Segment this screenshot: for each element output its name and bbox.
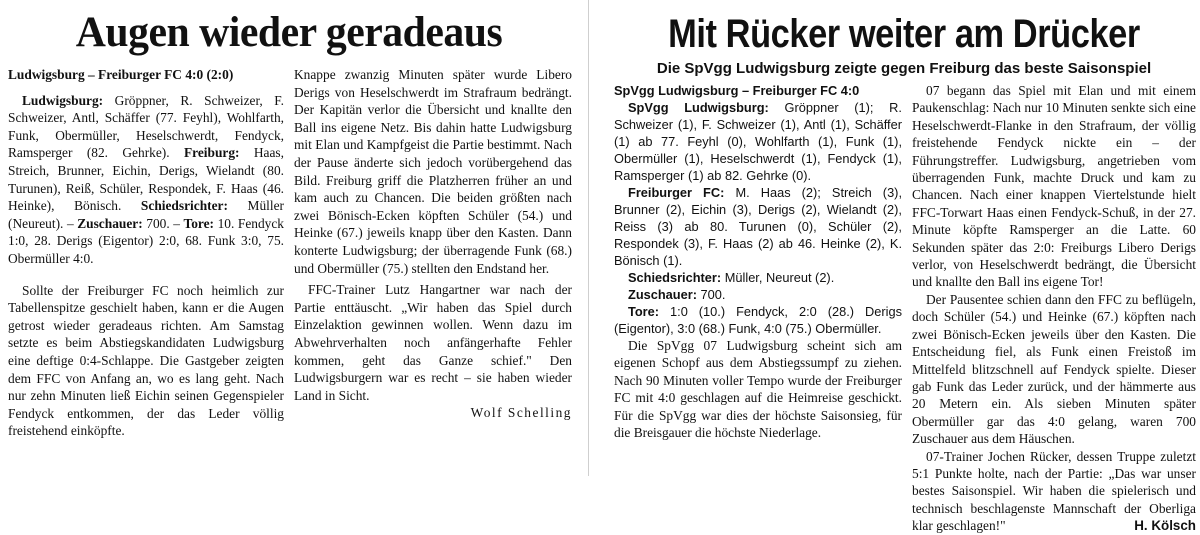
left-lineup: Ludwigsburg: Gröppner, R. Schweizer, F. Schweizer, Antl, Schäffer (77. Feyhl), Wohlfarth, Funk, Obermüller, Heselschwerdt, Fendyck, Ramsperger (82. Gehrke). Freiburg: Haas, Streich, Brunner, Eichin, Derigs, Wielandt (80. Turunen), Reiß, Schüler, Respondek, F. Haas (46. Heinke), Bönisch. Schiedsrichter: Müller (Neureut). – Zuschauer: 700. – Tore: 10. Fendyck 1:0, 28. Derigs (Eigentor) 2:0, 68. Funk 3:0, 75. Obermüller 4:0.: [8, 92, 284, 266]
left-paragraph-2: Knappe zwanzig Minuten später wurde Libero Derigs von Heselschwerdt im Strafraum bedrängt. Der Kapitän verlor die Übersicht und knallte den Ball ins eigene Netz. Bis dahin hatte Ludwigsburg mit Elan und Kampfgeist die Partie bestimmt. Nach der Pause änderte sich jedoch vorübergehend das Bild. Freiburg griff die Platzherren früher an und kam auch zu Chancen. Die beiden größten nach zwei Bönisch-Ecken köpften Schüler (54.) und Heinke (67.) jeweils knapp über den Kasten. Dann konterte Ludwigsburg; der überragende Funk (68.) und Obermüller (75.) stellten den Endstand her.: [294, 67, 572, 276]
left-author: Wolf Schelling: [470, 405, 572, 421]
right-lineup-away: Freiburger FC: M. Haas (2); Streich (3), Brunner (2), Eichin (3), Derigs (2), Wielandt (2), Reiss (3) ab 80. Turunen (0), Schüler (2), Respondek (3), F. Haas (2) ab 46. Heinke (2), K. Bönisch (1).: [614, 185, 903, 268]
left-paragraph-1: Sollte der Freiburger FC noch heimlich zur Tabellenspitze geschielt haben, kann er die Augen getrost wieder geradeaus richten. Am Samstag setzte es beim Abstiegskandidaten Ludwigsburg eine deftige 0:4-Schlappe. Die Gastgeber zeigten dem FFC von Anfang an, wo es lang geht. Nach nur zehn Minuten ließ Eichin seinen Gegenspieler Fendyck entkommen, der das Leder völlig freistehend einköpfte.: [8, 282, 284, 439]
right-subhead: Die SpVgg Ludwigsburg zeigte gegen Freiburg das beste Saisonspiel: [656, 60, 1152, 77]
left-column-2: [294, 66, 572, 422]
left-gap: [8, 268, 284, 282]
right-match-line: SpVgg Ludwigsburg – Freiburger FC 4:0: [614, 83, 860, 98]
right-paragraph-4: 07-Trainer Jochen Rücker, dessen Truppe zuletzt 5:1 Punkte holte, nach der Partie: „Das war unser bestes Saisonspiel. Wir haben die spielerisch und technisch beschlagenste Mannschaft der Oberliga klar geschlagen!" H. Kölsch: [912, 448, 1196, 534]
right-author: H. Kölsch: [1134, 518, 1196, 534]
right-spectators: Zuschauer: 700.: [628, 287, 726, 302]
right-referee: Schiedsrichter: Müller, Neureut (2).: [628, 270, 835, 285]
left-column-1: [8, 66, 284, 440]
right-paragraph-3: Der Pausentee schien dann den FFC zu beflügeln, doch Schüler (54.) und Heinke (67.) köpften nach zwei Bönisch-Ecken jeweils über den Kasten. Die Entscheidung fiel, als Funk einen Freistoß im Mittelfeld blitzschnell auf Fendyck spielte. Dieser gab Funk das Leder zurück, und der hämmerte aus 20 Metern ein. Als sieben Minuten später Obermüller gar das 4:0 gelang, waren 700 Zuschauer aus dem Häuschen.: [912, 291, 1196, 447]
left-paragraph-3: FFC-Trainer Lutz Hangartner war nach der Partie enttäuscht. „Wir haben das Spiel durch Einzelaktion gewinnen wollen. Wenn dazu im Abwehrverhalten noch anfängerhafte Fehler kommen, geht das Ganze schief." Den Ludwigsburgern war es recht – sie haben wieder Land in Sicht.: [294, 282, 572, 403]
column-separator: [588, 0, 589, 476]
right-paragraph-2: 07 begann das Spiel mit Elan und mit einem Paukenschlag: Nach nur 10 Minuten senkte sich eine Heselschwerdt-Flanke in den Strafraum, der völlig freistehende Fendyck nickte ein – der Führungstreffer. Ludwigsburg, angetrieben vom überragenden Funk, machte Druck und kam zu Chancen. Nach einer knappen Viertelstunde hielt FFC-Torwart Haas einen Fendyck-Schuß, in der 27. Minute köpfte Ramsperger an die Latte. 60 Sekunden später das 2:0: Freiburgs Libero Derigs verlor, von Heselschwerdt bedrängt, die Übersicht und knallte den Ball ins eigene Tor!: [912, 83, 1196, 290]
right-goals: Tore: 1:0 (10.) Fendyck, 2:0 (28.) Derigs (Eigentor), 3:0 (68.) Funk, 4:0 (75.) Obermüller.: [614, 304, 902, 336]
right-headline: Mit Rücker weiter am Drücker: [668, 12, 1140, 56]
left-match-line: Ludwigsburg – Freiburger FC 4:0 (2:0): [8, 67, 234, 82]
right-paragraph-1: Die SpVgg 07 Ludwigsburg scheint sich am eigenen Schopf aus dem Abstiegssumpf zu ziehen. Nach 90 Minuten voller Tempo wurde der Freiburger FC mit 4:0 geschlagen auf die Heimreise geschickt. Für die SpVgg war dies der höchste Saisonsieg, für die Breisgauer die höchste Niederlage.: [614, 338, 902, 441]
right-column-1: [614, 82, 902, 441]
right-column-2: [912, 82, 1196, 535]
right-lineup-home: SpVgg Ludwigsburg: Gröppner (1); R. Schweizer (1), F. Schweizer (1), Antl (1), Schäffer (1) ab 77. Feyhl (0), Wohlfarth (1), Funk (1), Obermüller (1), Heselschwerdt (1), Fendyck (1), Ramsperger (1) ab 82. Gehrke (0).: [614, 100, 902, 183]
left-headline: Augen wieder geradeaus: [75, 9, 503, 56]
right-article: [608, 0, 1200, 534]
left-article: [0, 0, 578, 476]
